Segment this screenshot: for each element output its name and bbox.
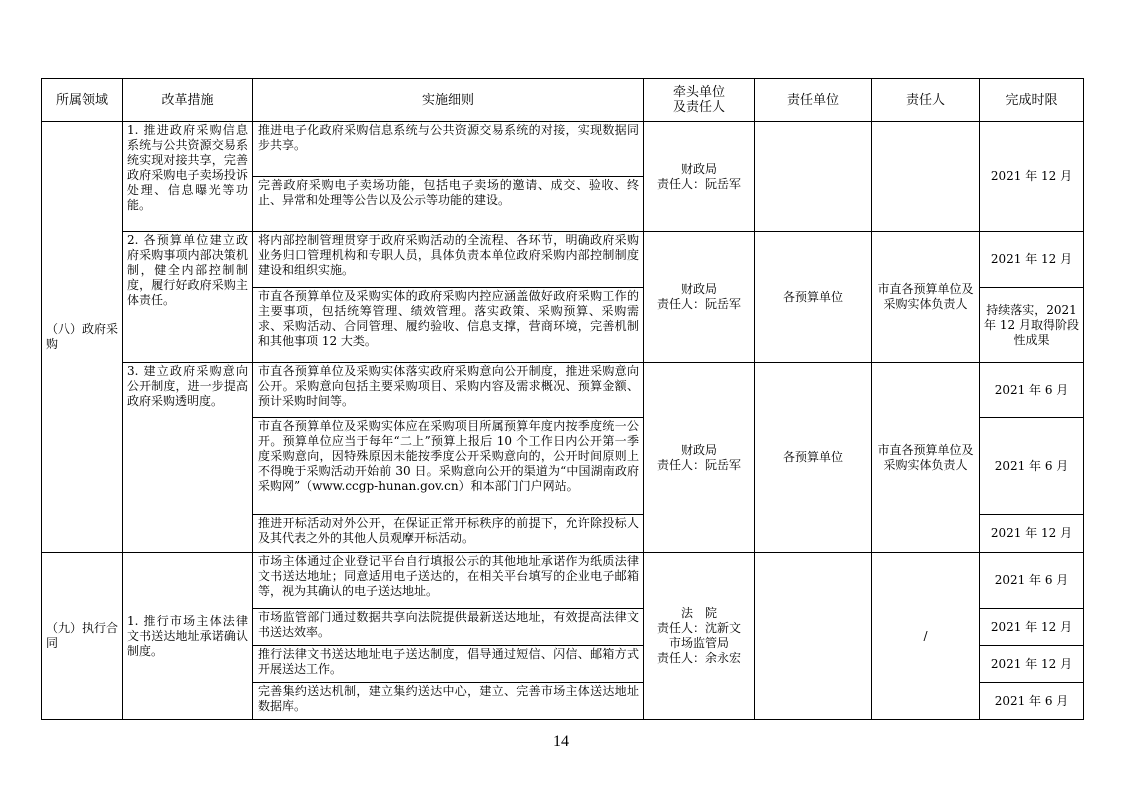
lead-person: 责任人：阮岳军	[656, 297, 741, 311]
table-row	[42, 232, 1084, 288]
lead-org: 市场监管局	[668, 636, 729, 650]
measure-2: 2. 各预算单位建立政府采购事项内部决策机制，健全内部控制制度，履行好政府采购主体责任。	[123, 232, 253, 363]
lead-finance-1	[644, 122, 755, 232]
lead-person: 责任人：阮岳军	[656, 176, 741, 191]
header-deadline: 完成时限	[980, 79, 1084, 122]
table-row	[42, 122, 1084, 177]
header-detail: 实施细则	[253, 79, 644, 122]
person-none: /	[872, 553, 980, 720]
detail-11: 完善集约送达机制，建立集约送达中心，建立、完善市场主体送达地址数据库。	[253, 683, 644, 720]
deadline-3: 持续落实，2021 年 12 月取得阶段性成果	[980, 288, 1084, 363]
deadline-8: 2021 年 12 月	[980, 609, 1084, 646]
table-row	[42, 553, 1084, 609]
lead-person: 责任人：沈新文	[656, 621, 741, 635]
measure-3: 3. 建立政府采购意向公开制度，进一步提高政府采购透明度。	[123, 363, 253, 553]
header-person: 责任人	[872, 79, 980, 122]
deadline-5: 2021 年 6 月	[980, 418, 1084, 515]
lead-org: 财政局	[680, 442, 717, 457]
detail-6: 市直各预算单位及采购实体应在采购项目所属预算年度内按季度统一公开。预算单位应当于每年“二上”预算上报后 10 个工作日内公开第一季度采购意向，因特殊原因未能按季度公开采购意向的，公开时间原则上不得晚于采购活动开始前 30 日。采购意向公开的渠道为“中国湖南政府采购网”（www.ccgp-hunan.gov.cn）和本部门门户网站。	[253, 418, 644, 515]
measure-4: 1. 推行市场主体法律文书送达地址承诺确认制度。	[123, 553, 253, 720]
deadline-10: 2021 年 6 月	[980, 683, 1084, 720]
lead-person: 责任人：阮岳军	[656, 457, 741, 472]
header-area: 所属领域	[42, 79, 123, 122]
person-empty-1	[872, 122, 980, 232]
lead-person: 责任人：余永宏	[656, 651, 741, 665]
deadline-4: 2021 年 6 月	[980, 363, 1084, 418]
area-contract: （九）执行合同	[42, 553, 123, 720]
detail-4: 市直各预算单位及采购实体的政府采购内控应涵盖做好政府采购工作的主要事项，包括统筹管理、绩效管理。落实政策、采购预算、采购需求、采购活动、合同管理、履约验收、信息支撑，营商环境，完善机制和其他事项 12 大类。	[253, 288, 644, 363]
lead-finance-2	[644, 232, 755, 363]
detail-1: 推进电子化政府采购信息系统与公共资源交易系统的对接，实现数据同步共享。	[253, 122, 644, 177]
person-heads-1: 市直各预算单位及采购实体负责人	[872, 232, 980, 363]
reform-measures-table	[41, 78, 1084, 720]
unit-budget-1: 各预算单位	[755, 232, 872, 363]
detail-2: 完善政府采购电子卖场功能，包括电子卖场的邀请、成交、验收、终止、异常和处理等公告以及公示等功能的建设。	[253, 177, 644, 232]
detail-10: 推行法律文书送达地址电子送达制度，倡导通过短信、闪信、邮箱方式开展送达工作。	[253, 646, 644, 683]
table-row	[42, 363, 1084, 418]
detail-3: 将内部控制管理贯穿于政府采购活动的全流程、各环节，明确政府采购业务归口管理机构和专职人员，具体负责本单位政府采购内部控制制度建设和组织实施。	[253, 232, 644, 288]
detail-9: 市场监管部门通过数据共享向法院提供最新送达地址，有效提高法律文书送达效率。	[253, 609, 644, 646]
header-measure: 改革措施	[123, 79, 253, 122]
table-header-row	[42, 79, 1084, 122]
person-heads-2: 市直各预算单位及采购实体负责人	[872, 363, 980, 553]
lead-org: 法 院	[680, 606, 717, 620]
detail-5: 市直各预算单位及采购实体落实政府采购意向公开制度，推进采购意向公开。采购意向包括主要采购项目、采购内容及需求概况、预算金额、预计采购时间等。	[253, 363, 644, 418]
measure-1: 1. 推进政府采购信息系统与公共资源交易系统实现对接共享，完善政府采购电子卖场投诉处理、信息曝光等功能。	[123, 122, 253, 232]
unit-empty-2	[755, 553, 872, 720]
unit-empty-1	[755, 122, 872, 232]
detail-7: 推进开标活动对外公开，在保证正常开标秩序的前提下，允许除投标人及其代表之外的其他人员观摩开标活动。	[253, 515, 644, 553]
unit-budget-2: 各预算单位	[755, 363, 872, 553]
lead-org: 财政局	[680, 282, 717, 296]
area-procurement: （八）政府采购	[42, 122, 123, 553]
header-unit: 责任单位	[755, 79, 872, 122]
lead-court-market	[644, 553, 755, 720]
page-number: 14	[553, 733, 569, 750]
header-lead-line1: 牵头单位	[672, 85, 725, 100]
header-lead	[644, 79, 755, 122]
deadline-1: 2021 年 12 月	[980, 122, 1084, 232]
deadline-2: 2021 年 12 月	[980, 232, 1084, 288]
header-lead-line2: 及责任人	[672, 100, 725, 115]
deadline-6: 2021 年 12 月	[980, 515, 1084, 553]
lead-finance-3	[644, 363, 755, 553]
detail-8: 市场主体通过企业登记平台自行填报公示的其他地址承诺作为纸质法律文书送达地址；同意适用电子送达的，在相关平台填写的企业电子邮箱等，视为其确认的电子送达地址。	[253, 553, 644, 609]
deadline-7: 2021 年 6 月	[980, 553, 1084, 609]
lead-org: 财政局	[680, 161, 717, 176]
deadline-9: 2021 年 12 月	[980, 646, 1084, 683]
